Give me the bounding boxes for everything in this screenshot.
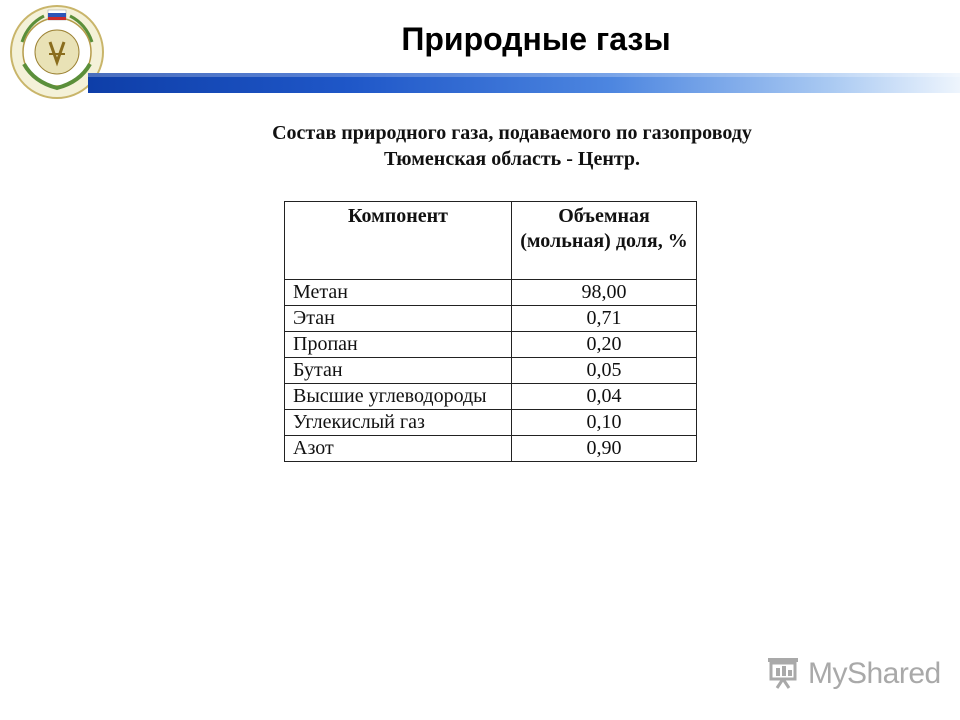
- table-row: [285, 436, 697, 462]
- component-cell: Пропан: [285, 332, 512, 358]
- component-cell: Этан: [285, 306, 512, 332]
- myshared-watermark[interactable]: [766, 654, 941, 694]
- table-row: [285, 306, 697, 332]
- value-cell: 0,10: [512, 410, 697, 436]
- header-bar: [88, 73, 960, 93]
- column-header-component: Компонент: [285, 202, 512, 280]
- presentation-icon: [766, 655, 800, 694]
- value-cell: 0,90: [512, 436, 697, 462]
- value-cell: 98,00: [512, 280, 697, 306]
- table-header-row: [285, 202, 697, 280]
- table-row: [285, 280, 697, 306]
- value-cell: 0,71: [512, 306, 697, 332]
- value-cell: 0,04: [512, 384, 697, 410]
- value-cell: 0,05: [512, 358, 697, 384]
- table-row: [285, 384, 697, 410]
- table-caption: [247, 120, 777, 172]
- component-cell: Высшие углеводороды: [285, 384, 512, 410]
- page-title: Природные газы: [401, 21, 671, 57]
- component-cell: Азот: [285, 436, 512, 462]
- gas-composition-figure: [247, 120, 777, 465]
- table-row: [285, 410, 697, 436]
- component-cell: Метан: [285, 280, 512, 306]
- table-row: [285, 358, 697, 384]
- watermark-text: MyShared: [808, 657, 941, 690]
- component-cell: Бутан: [285, 358, 512, 384]
- value-cell: 0,20: [512, 332, 697, 358]
- column-header-fraction: Объемная (мольная) доля, %: [512, 202, 697, 280]
- caption-line-1: Состав природного газа, подаваемого по газопроводу: [272, 122, 752, 144]
- caption-line-2: Тюменская область - Центр.: [383, 148, 641, 170]
- component-cell: Углекислый газ: [285, 410, 512, 436]
- gas-composition-table: [284, 201, 697, 462]
- table-row: [285, 332, 697, 358]
